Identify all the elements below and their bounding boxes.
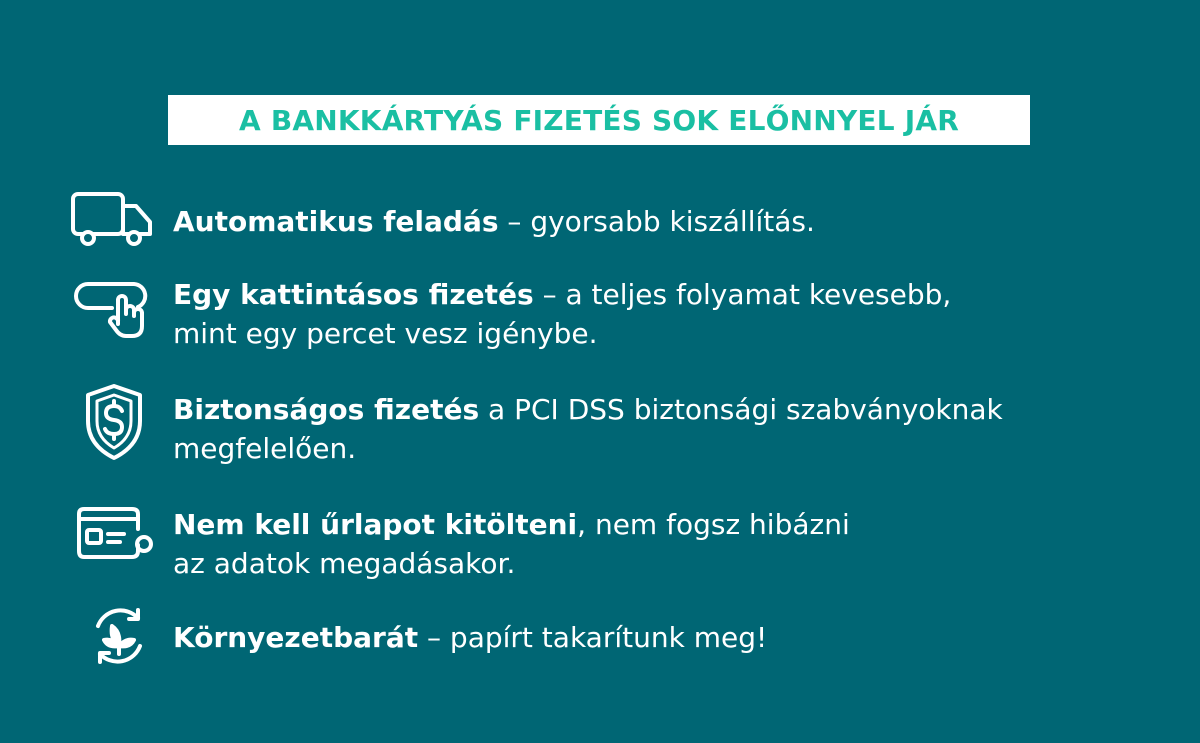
page-title: A BANKKÁRTYÁS FIZETÉS SOK ELŐNNYEL JÁR bbox=[239, 103, 959, 137]
card-form-icon bbox=[76, 505, 156, 561]
feature-description: , nem fogsz hibázni bbox=[577, 508, 850, 541]
eco-leaf-icon bbox=[88, 606, 150, 666]
feature-description: – a teljes folyamat kevesebb, bbox=[533, 278, 952, 311]
feature-title: Nem kell űrlapot kitölteni bbox=[173, 508, 578, 541]
feature-title: Környezetbarát bbox=[173, 621, 419, 654]
truck-icon bbox=[70, 190, 154, 248]
feature-title: Egy kattintásos fizetés bbox=[173, 278, 534, 311]
feature-description: – gyorsabb kiszállítás. bbox=[498, 205, 815, 238]
title-banner bbox=[168, 95, 1030, 145]
feature-description-line2: az adatok megadásakor. bbox=[173, 547, 516, 580]
feature-description: a PCI DSS biztonsági szabványoknak bbox=[479, 393, 1003, 426]
feature-description-line2: megfelelően. bbox=[173, 432, 357, 465]
one-click-icon bbox=[72, 280, 156, 340]
feature-title: Automatikus feladás bbox=[173, 205, 499, 238]
feature-description: – papírt takarítunk meg! bbox=[418, 621, 768, 654]
shield-dollar-icon bbox=[84, 383, 144, 461]
feature-title: Biztonságos fizetés bbox=[173, 393, 480, 426]
feature-description-line2: mint egy percet vesz igénybe. bbox=[173, 317, 598, 350]
